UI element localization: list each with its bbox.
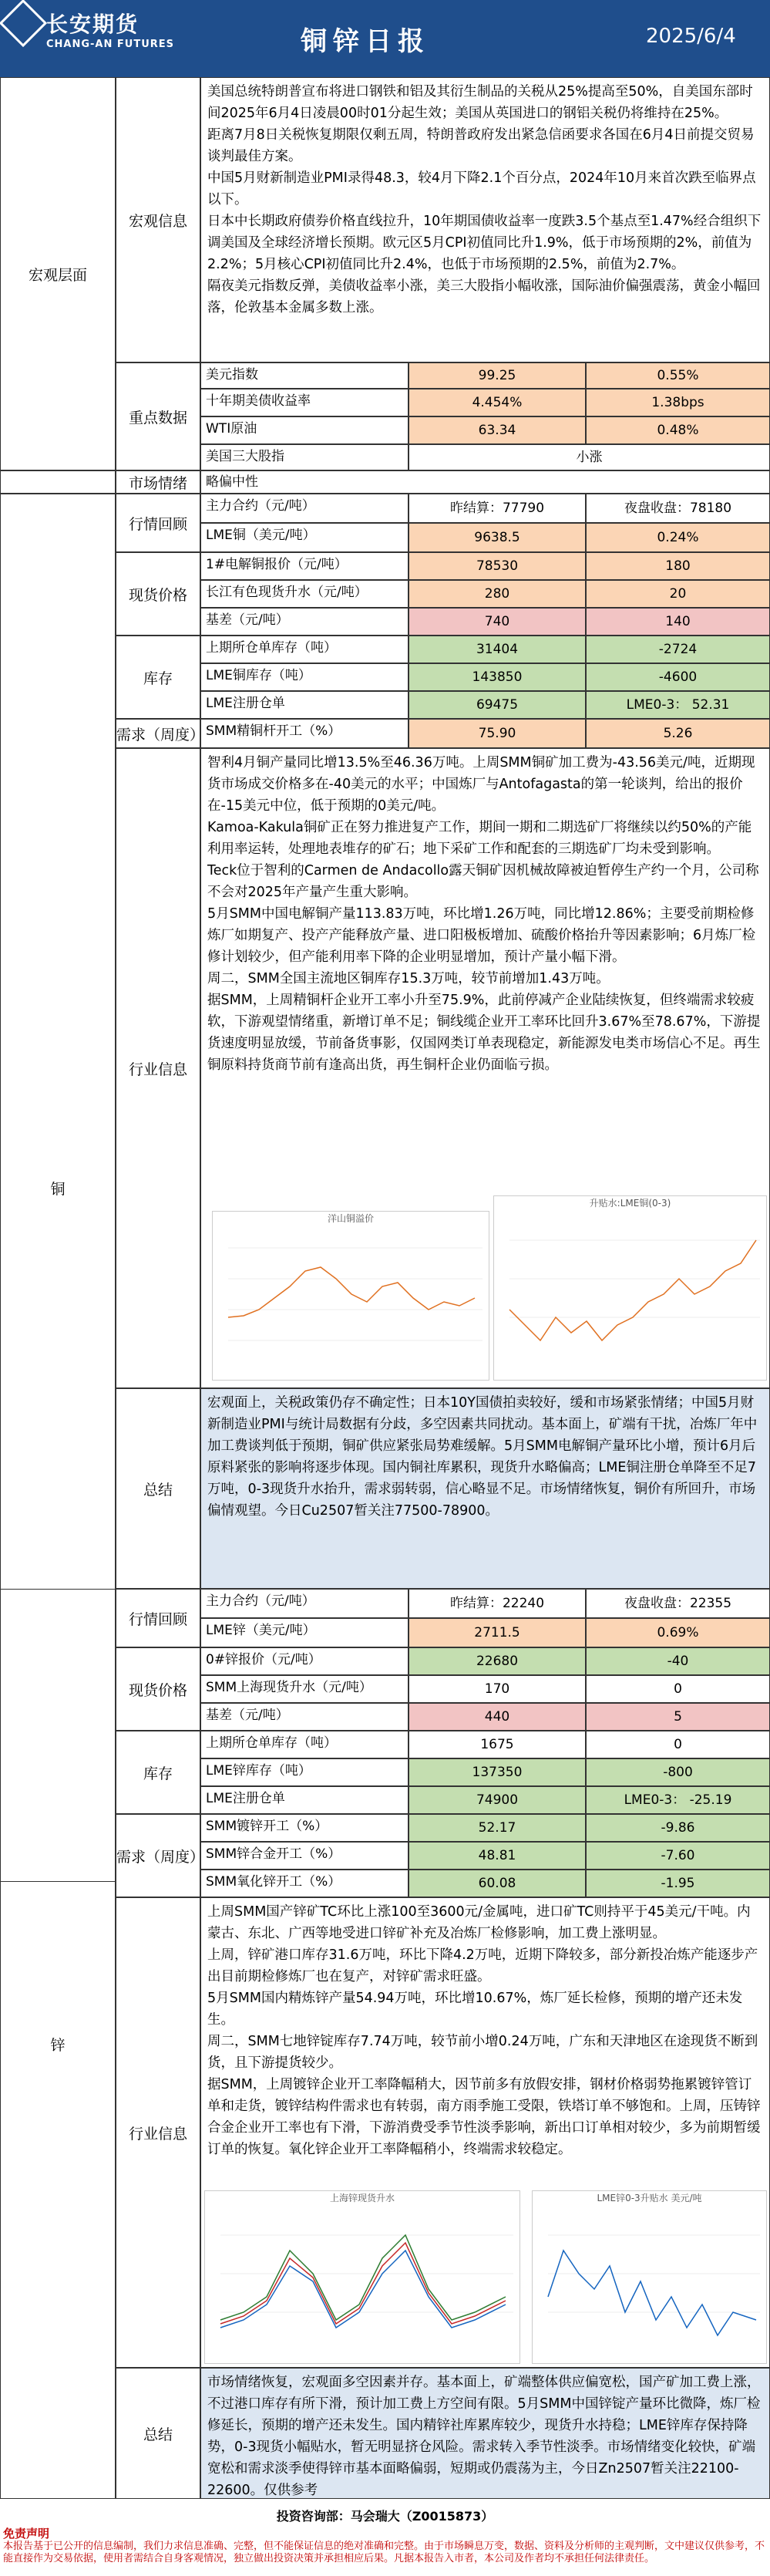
key-name: WTI原油 [200, 416, 409, 444]
zn-spot-v2: -40 [586, 1647, 770, 1675]
cu-demand-v1: 75.90 [409, 719, 586, 748]
cu-inv-name: 上期所仓单库存（吨） [200, 636, 409, 663]
key-v2: 0.55% [586, 362, 770, 389]
zn-main-v2: 夜盘收盘：22355 [586, 1589, 770, 1618]
cu-main-v1: 昨结算：77790 [409, 494, 586, 523]
key-v2: 小涨 [409, 444, 770, 470]
macro-para: 日本中长期政府债券价格直线拉升，10年期国债收益率一度跌3.5个基点至1.47%经合组织下调美国及全球经济增长预期。欧元区5月CPI初值同比升1.9%，低于市场预期的2%，前值为2.2%；5月核心CPI初值同比升2.4%，也低于市场预期的2.5%，前值为2.7%。 [207, 214, 762, 272]
zn-spot-v2: 5 [586, 1703, 770, 1731]
sentiment-value: 略偏中性 [200, 470, 770, 494]
zn-spot-v1: 170 [409, 1675, 586, 1703]
zn-industry-para: 上周，锌矿港口库存31.6万吨，环比下降4.2万吨，近期下降较多，部分新投冶炼产能逐步产出目前期检修炼厂也在复产，对锌矿需求旺盛。 [207, 1947, 758, 1984]
zn-demand-v1: 60.08 [409, 1870, 586, 1897]
macro-info-label: 宏观信息 [116, 77, 200, 362]
key-v1: 4.454% [409, 389, 586, 416]
zn-inv-v2: -800 [586, 1758, 770, 1786]
cu-inv-v1: 69475 [409, 691, 586, 719]
zn-inv-name: LME锌库存（吨） [200, 1758, 409, 1786]
zn-chart-lme-spread [532, 2190, 767, 2364]
zn-spot-name: 基差（元/吨） [200, 1703, 409, 1731]
zn-inv-v2: 0 [586, 1731, 770, 1758]
cu-spot-v1: 280 [409, 580, 586, 608]
cu-spot-name: 基差（元/吨） [200, 608, 409, 636]
zn-inv-v2: LME0-3： -25.19 [586, 1786, 770, 1814]
logo-icon [0, 0, 47, 47]
cu-chart1-title: 洋山铜溢价 [327, 1213, 374, 1224]
section-macro: 宏观层面 [0, 77, 116, 470]
zn-inv-v1: 74900 [409, 1786, 586, 1814]
section-zinc: 锌 [0, 1589, 116, 2499]
zn-chart-premium [204, 2190, 520, 2364]
cu-inv-name: LME注册仓单 [200, 691, 409, 719]
cu-spot-v2: 20 [586, 580, 770, 608]
zn-spot-name: 0#锌报价（元/吨） [200, 1647, 409, 1675]
cu-spot-v1: 78530 [409, 552, 586, 580]
zn-chart1-title: 上海锌现货升水 [329, 2193, 395, 2203]
zn-chart2-title: LME锌0-3升贴水 美元/吨 [597, 2193, 702, 2203]
cu-inv-v2: LME0-3： 52.31 [586, 691, 770, 719]
zn-demand-name: SMM锌合金开工（%） [200, 1842, 409, 1870]
cu-summary-text: 宏观面上，关税政策仍存不确定性；日本10Y国债拍卖较好，缓和市场紧张情绪；中国5月财新制造业PMI与统计局数据有分歧，多空因素共同扰动。基本面上，矿端有干扰，冶炼厂年中加工费谈判低于预期，铜矿供应紧张局势难缓解。5月SMM电解铜产量环比小增，预计6月后原料紧张的影响将逐步体现。国内铜社库累积，现货升水略偏高；LME铜注册仓单降至不足7万吨，0-3现货升水抬升，需求弱转弱，信心略显不足。市场情绪恢复，铜价有所回升，市场偏情观望。今日Cu2507暂关注77500-78900。 [200, 1388, 770, 1589]
macro-para: 距离7月8日关税恢复期限仅剩五周，特朗普政府发出紧急信函要求各国在6月4日前提交贸易谈判最佳方案。 [207, 127, 755, 164]
zn-lme-v2: 0.69% [586, 1618, 770, 1647]
cu-chart1-svg [213, 1225, 489, 1379]
zn-demand-v2: -7.60 [586, 1842, 770, 1870]
zn-demand-v1: 52.17 [409, 1814, 586, 1842]
disclaimer-text: 本报告基于已公开的信息编制，我们力求信息准确、完整，但不能保证信息的绝对准确和完整。由于市场瞬息万变，数据、资料及分析师的主观判断，文中建议仅供参考，不能直接作为交易依据，使用者需结合自身客观情况，独立做出投资决策并承担相应后果。凡据本报告入市者，本公司及作者均不承担任何法律责任。 [3, 2541, 765, 2564]
zn-inv-v1: 1675 [409, 1731, 586, 1758]
cu-chart-premium [212, 1211, 489, 1381]
macro-para: 隔夜美元指数反弹，美债收益率小涨，美三大股指小幅收涨，国际油价偏强震荡，黄金小幅回落，伦敦基本金属多数上涨。 [207, 278, 761, 315]
zn-industry-para: 周二，SMM七地锌锭库存7.74万吨，较节前小增0.24万吨，广东和天津地区在途现货不断到货，且下游提货较少。 [207, 2034, 758, 2071]
cu-industry-para: 5月SMM中国电解铜产量113.83万吨，环比增1.26万吨，同比增12.86%；主要受前期检修炼厂如期复产、投产产能释放产量、进口阳极板增加、硫酸价格抬升等因素影响；6月炼厂检修计划较少，但产能利用率下降的企业明显增加，预计产量小幅下滑。 [207, 906, 756, 965]
cu-industry-para: 据SMM，上周精铜杆企业开工率小升至75.9%，此前停减产企业陆续恢复，但终端需求较疲软，下游观望情绪重，新增订单不足；铜线缆企业开工率环比回升3.67%至78.67%，下游提货速度明显放缓，节前备货事影，仅国网类订单表现稳定，新能源发电类市场信心不足。再生铜原料持货商节前有逢高出货，再生铜杆企业仍面临亏损。 [207, 993, 761, 1073]
zn-spot-name: SMM上海现货升水（元/吨） [200, 1675, 409, 1703]
cu-spot-label: 现货价格 [116, 552, 200, 636]
cu-summary-label: 总结 [116, 1388, 200, 1589]
zn-spot-v2: 0 [586, 1675, 770, 1703]
report-title: 铜锌日报 [301, 26, 430, 57]
cu-industry-para: Teck位于智利的Carmen de Andacollo露天铜矿因机械故障被迫暂停生产约一个月，公司称不会对2025年产量产生重大影响。 [207, 863, 759, 900]
zn-summary-text: 市场情绪恢复，宏观面多空因素并存。基本面上，矿端整体供应偏宽松，国产矿加工费上涨，不过港口库存有所下滑，预计加工费上方空间有限。5月SMM中国锌锭产量环比微降，炼厂检修延长，预期的增产还未发生。国内精锌社库累库较少，现货升水持稳；LME锌库存保持降势，0-3现货小幅贴水，暂无明显挤仓风险。需求转入季节性淡季。市场情绪变化较快，矿端宽松和需求淡季使得锌市基本面略偏弱，短期或仍震荡为主，今日Zn2507暂关注22100-22600。仅供参考 [200, 2368, 770, 2499]
cu-spot-v2: 140 [586, 608, 770, 636]
cu-chart-lme-spread [493, 1195, 767, 1381]
zn-inv-label: 库存 [116, 1731, 200, 1814]
zn-lme-v1: 2711.5 [409, 1618, 586, 1647]
zn-main-label: 主力合约（元/吨） [200, 1589, 409, 1618]
cu-industry-label: 行业信息 [116, 748, 200, 1388]
key-name: 美国三大股指 [200, 444, 409, 470]
report-header [0, 0, 770, 77]
zn-market-label: 行情回顾 [116, 1589, 200, 1647]
report-date: 2025/6/4 [646, 25, 736, 48]
analyst-line: 投资咨询部：马会瑞大（Z0015873） [276, 2509, 494, 2524]
zn-industry-para: 5月SMM国内精炼锌产量54.94万吨，环比增10.67%，炼厂延长检修，预期的增产还未发生。 [207, 1991, 743, 2028]
cu-main-v2: 夜盘收盘：78180 [586, 494, 770, 523]
key-v1: 99.25 [409, 362, 586, 389]
zn-industry-para: 上周SMM国产锌矿TC环比上涨100至3600元/金属吨，进口矿TC则持平于45美元/干吨。内蒙古、东北、广西等地受进口锌矿补充及冶炼厂检修影响，加工费上涨明显。 [207, 1904, 751, 1941]
zn-chart1-svg [205, 2204, 519, 2362]
cu-industry-para: Kamoa-Kakula铜矿正在努力推进复产工作，期间一期和二期选矿厂将继续以约50%的产能利用率运转，处理地表堆存的矿石；地下采矿工作和配套的三期选矿厂均未受到影响。 [207, 820, 752, 857]
cu-lme-v2: 0.24% [586, 523, 770, 552]
cu-market-label: 行情回顾 [116, 494, 200, 552]
zn-demand-v1: 48.81 [409, 1842, 586, 1870]
zn-inv-v1: 137350 [409, 1758, 586, 1786]
cu-chart2-title: 升贴水:LME铜(0-3) [589, 1198, 671, 1209]
zn-spot-v1: 440 [409, 1703, 586, 1731]
cu-main-label: 主力合约（元/吨） [200, 494, 409, 523]
cu-demand-name: SMM精铜杆开工（%） [200, 719, 409, 748]
zn-main-v1: 昨结算：22240 [409, 1589, 586, 1618]
cu-inv-name: LME铜库存（吨） [200, 663, 409, 691]
zn-demand-label: 需求（周度） [116, 1814, 200, 1897]
key-v2: 0.48% [586, 416, 770, 444]
cu-inv-v1: 143850 [409, 663, 586, 691]
cu-inv-label: 库存 [116, 636, 200, 719]
cu-industry-para: 智利4月铜产量同比增13.5%至46.36万吨。上周SMM铜矿加工费为-43.56美元/吨，近期现货市场成交价格多在-40美元的水平；中国炼厂与Antofagasta的第一轮谈判，给出的报价在-15美元中位，低于预期的0美元/吨。 [207, 755, 755, 814]
zn-demand-v2: -9.86 [586, 1814, 770, 1842]
cu-industry-para: 周二，SMM全国主流地区铜库存15.3万吨，较节前增加1.43万吨。 [207, 971, 610, 986]
zn-inv-name: 上期所仓单库存（吨） [200, 1731, 409, 1758]
cu-spot-name: 长江有色现货升水（元/吨） [200, 580, 409, 608]
cu-spot-v1: 740 [409, 608, 586, 636]
cu-lme-label: LME铜（美元/吨） [200, 523, 409, 552]
spacer [0, 470, 116, 494]
key-v2: 1.38bps [586, 389, 770, 416]
macro-para: 中国5月财新制造业PMI录得48.3，较4月下降2.1个百分点，2024年10月来首次跌至临界点以下。 [207, 170, 756, 207]
section-copper: 铜 [0, 494, 116, 1882]
macro-para: 美国总统特朗普宣布将进口钢铁和铝及其衍生制品的关税从25%提高至50%，自美国东部时间2025年6月4日凌晨00时01分起生效；美国从英国进口的钢铝关税仍将维持在25%。 [207, 84, 753, 121]
zn-inv-name: LME注册仓单 [200, 1786, 409, 1814]
zn-summary-label: 总结 [116, 2368, 200, 2499]
cu-spot-name: 1#电解铜报价（元/吨） [200, 552, 409, 580]
cu-chart2-svg [494, 1209, 766, 1379]
key-name: 十年期美债收益率 [200, 389, 409, 416]
logo-en: CHANG-AN FUTURES [46, 39, 175, 50]
zn-chart2-svg [533, 2204, 766, 2362]
zn-demand-v2: -1.95 [586, 1870, 770, 1897]
zn-lme-label: LME锌（美元/吨） [200, 1618, 409, 1647]
sentiment-label: 市场情绪 [116, 470, 200, 494]
cu-lme-v1: 9638.5 [409, 523, 586, 552]
cu-demand-label: 需求（周度） [116, 719, 200, 748]
macro-info-text [200, 77, 770, 362]
zn-spot-label: 现货价格 [116, 1647, 200, 1731]
zn-industry-para: 据SMM，上周镀锌企业开工率降幅稍大，因节前多有放假安排，钢材价格弱势拖累镀锌管订单和走货，镀锌结构件需求也有转弱，南方雨季施工受限，铁塔订单不够饱和。上周，压铸锌合金企业开工率也有下滑，下游消费受季节性淡季影响，新出口订单相对较少，多为前期暂缓订单的恢复。氧化锌企业开工率降幅稍小，终端需求较稳定。 [207, 2077, 761, 2157]
cu-demand-v2: 5.26 [586, 719, 770, 748]
zn-spot-v1: 22680 [409, 1647, 586, 1675]
key-name: 美元指数 [200, 362, 409, 389]
cu-inv-v1: 31404 [409, 636, 586, 663]
cu-inv-v2: -4600 [586, 663, 770, 691]
key-v1: 63.34 [409, 416, 586, 444]
macro-key-label: 重点数据 [116, 362, 200, 470]
cu-inv-v2: -2724 [586, 636, 770, 663]
cu-spot-v2: 180 [586, 552, 770, 580]
logo-cn: 长安期货 [46, 12, 140, 37]
disclaimer-title: 免责声明 [3, 2527, 50, 2541]
zn-industry-label: 行业信息 [116, 1897, 200, 2368]
zn-demand-name: SMM镀锌开工（%） [200, 1814, 409, 1842]
zn-demand-name: SMM氧化锌开工（%） [200, 1870, 409, 1897]
